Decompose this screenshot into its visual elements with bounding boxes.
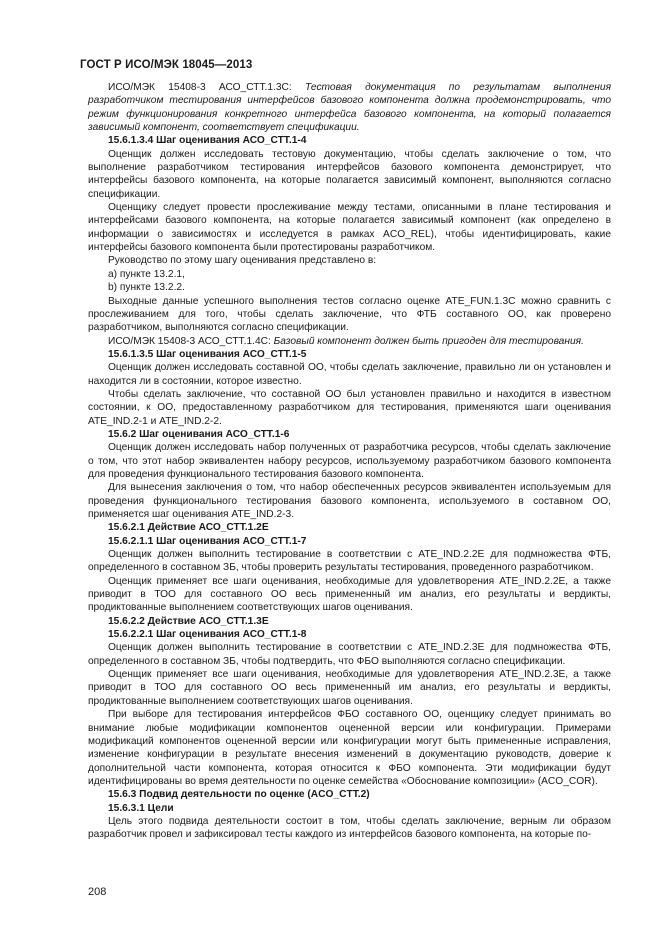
paragraph: Руководство по этому шагу оценивания представлено в: [108, 255, 377, 267]
clause-text: Базовый компонент должен быть пригоден для тестирования. [273, 335, 584, 347]
section-heading: 15.6.3 Подвид деятельности по оценке (ACO_CTT.2) [108, 789, 370, 801]
paragraph: Выходные данные успешного выполнения тестов согласно оценке ATE_FUN.1.3С можно сравнить с прослеживанием для того, чтобы сделать заключение, что ФТБ составного ОО, как проверено разработчиком, выполняются согласно спецификации. [88, 295, 611, 334]
list-item: b) пункте 13.2.2. [108, 282, 185, 294]
paragraph: Оценщик должен исследовать набор полученных от разработчика ресурсов, чтобы сделать заключение о том, что этот набор эквивалентен набору ресурсов, используемому разработчиком базового компонента для проведения функционального тестирования базового компонента. [88, 442, 611, 480]
running-header: ГОСТ Р ИСО/МЭК 18045—2013 [80, 59, 253, 71]
clause-ref: ИСО/МЭК 15408-3 АСО_СТТ.1.4С: [108, 335, 274, 347]
section-heading: 15.6.2 Шаг оценивания АСО_СТТ.1-6 [108, 428, 290, 440]
list-item: a) пункте 13.2.1, [108, 268, 185, 280]
section-heading: 15.6.1.3.5 Шаг оценивания АСО_СТТ.1-5 [108, 348, 307, 360]
paragraph [88, 335, 611, 348]
paragraph: Оценщик должен исследовать составной ОО, чтобы сделать заключение, правильно ли он установлен и находится ли в состоянии, которое известно. [88, 362, 611, 387]
section-heading: 15.6.3.1 Цели [108, 802, 174, 814]
section-heading: 15.6.1.3.4 Шаг оценивания АСО_СТТ.1-4 [108, 135, 307, 147]
paragraph: Оценщик применяет все шаги оценивания, необходимые для удовлетворения ATE_IND.2.2E, а также приводит в ТОО для составного ОО весь примененный им анализ, его результаты и вердикты, продиктованные выполнением соответствующих шагов оценивания. [88, 575, 611, 614]
paragraph: Оценщик применяет все шаги оценивания, необходимые для удовлетворения ATE_IND.2.3E, а также приводит в ТОО для составного ОО весь примененный им анализ, его результаты и вердикты, продиктованные выполнением соответствующих шагов оценивания. [88, 669, 611, 707]
paragraph: Оценщику следует провести прослеживание между тестами, описанными в плане тестирования и интерфейсами базового компонента, на которые полагается зависимый компонент (как определено в информации о зависимостях и исследуется в рамках ACO_REL), чтобы идентифицировать, какие интерфейсы базового компонента были протестированы разработчиком. [88, 202, 611, 254]
paragraph: Оценщик должен исследовать тестовую документацию, чтобы сделать заключение о том, что выполнение разработчиком тестирования интерфейсов базового компонента демонстрирует, что интерфейсы базового компонента, на которые полагается зависимый компонент, выполняются согласно спецификации. [88, 148, 611, 200]
paragraph: Для вынесения заключения о том, что набор обеспеченных ресурсов эквивалентен используемым для проведения функционального тестирования базового компонента, используемого в составном ОО, применяется шаг оценивания ATE_IND.2-3. [88, 482, 611, 520]
section-heading: 15.6.2.1.1 Шаг оценивания АСО_СТТ.1-7 [108, 535, 307, 547]
section-heading: 15.6.2.2.1 Шаг оценивания АСО_СТТ.1-8 [108, 629, 307, 641]
body-text [88, 81, 611, 842]
paragraph [88, 81, 611, 134]
paragraph: При выборе для тестирования интерфейсов ФБО составного ОО, оценщику следует принимать во внимание любые модификации компонентов оцененной версии или конфигурации. Примерами модификаций компонентов оцененной версии или конфигурации могут быть примененные исправления, изменение конфигурации в результате внесения изменений в документацию руководств, доверие к дополнительной части компонента, которая относится к ФБО компонента. Эти модификации будут идентифицированы во время деятельности по оценке семейства «Обоснование композиции» (ACO_COR). [88, 709, 611, 787]
clause-ref: ИСО/МЭК 15408-3 АСО_СТТ.1.3С: [108, 82, 306, 93]
section-heading: 15.6.2.2 Действие АСО_СТТ.1.3Е [108, 615, 269, 627]
clause-text: Тестовая документация по результатам выполнения разработчиком тестирования интерфейсов базового компонента должна продемонстрировать, что режим функционирования конкретного интерфейса базового компонента, на который полагается зависимый компонент, соответствует спецификации. [88, 82, 612, 134]
paragraph: Чтобы сделать заключение, что составной ОО был установлен правильно и находится в известном состоянии, к ОО, предоставленному разработчиком для тестирования, применяются шаги оценивания ATE_IND.2-1 и ATE_IND.2-2. [88, 388, 611, 427]
section-heading: 15.6.2.1 Действие АСО_СТТ.1.2Е [108, 522, 269, 534]
paragraph: Оценщик должен выполнить тестирование в соответствии с ATE_IND.2.2E для подмножества ФТБ, определенного в составном ЗБ, чтобы проверить результаты тестирования, проведенного разработчиком. [88, 549, 611, 574]
page-number: 208 [88, 886, 107, 898]
paragraph: Цель этого подвида деятельности состоит в том, чтобы сделать заключение, верным ли образом разработчик провел и зафиксировал тесты каждого из интерфейсов базового компонента, на которые по- [88, 815, 611, 841]
paragraph: Оценщик должен выполнить тестирование в соответствии с ATE_IND.2.3E для подмножества ФТБ, определенного в составном ЗБ, чтобы подтвердить, что ФБО выполняются согласно спецификации. [88, 642, 611, 667]
